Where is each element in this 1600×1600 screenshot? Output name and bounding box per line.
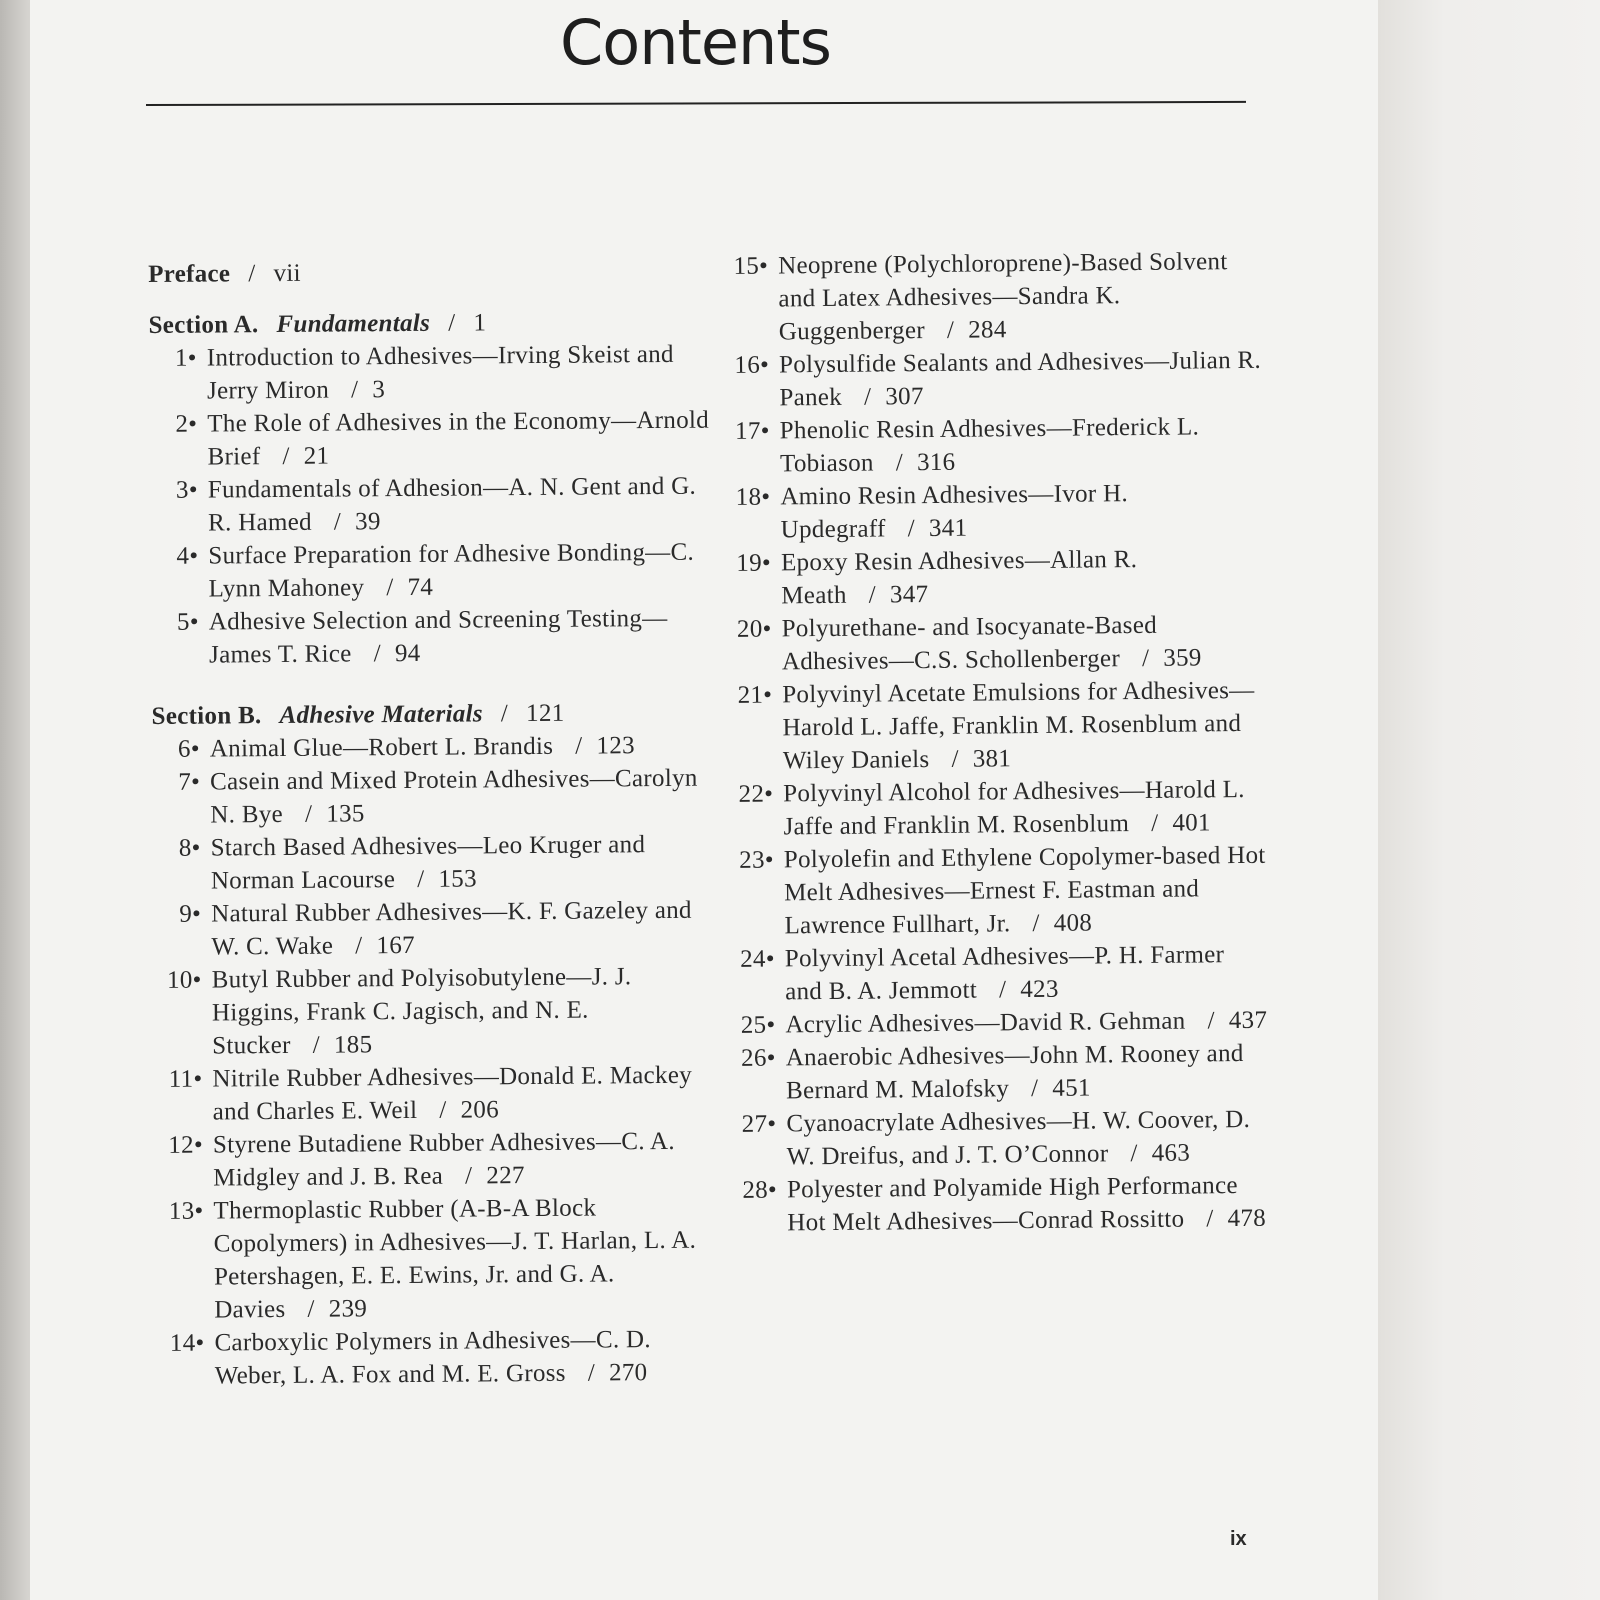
page-separator: / — [907, 515, 916, 543]
toc-entry — [153, 828, 714, 898]
toc-entry — [149, 404, 710, 474]
chapter-title: Carboxylic Polymers in Adhesives—C. D. Weber, L. A. Fox and M. E. Gross / 270 — [214, 1326, 652, 1390]
chapter-title: Polyolefin and Ethylene Copolymer-based Hot Melt Adhesives—Ernest F. Eastman and Lawrence Fullhart, Jr. / 408 — [783, 841, 1266, 940]
chapter-page: 239 — [328, 1295, 368, 1323]
chapter-title: Anaerobic Adhesives—John M. Rooney and Bernard M. Malofsky / 451 — [785, 1040, 1244, 1105]
section-b-entries-left — [152, 729, 717, 1393]
toc-entry — [154, 1059, 715, 1129]
page-separator: / — [282, 442, 290, 470]
chapter-title: Nitrile Rubber Adhesives—Donald E. Mackey and Charles E. Weil / 206 — [212, 1061, 693, 1126]
chapter-number: 27• — [741, 1110, 777, 1138]
page-separator: / — [312, 1031, 321, 1059]
page-separator: / — [868, 581, 877, 609]
chapter-number: 3• — [175, 476, 198, 504]
page-separator: / — [350, 376, 359, 404]
chapter-page: 316 — [916, 448, 956, 477]
chapter-title: Butyl Rubber and Polyisobutylene—J. J. Higgins, Frank C. Jagisch, and N. E. Stucker / 185 — [211, 963, 632, 1060]
chapter-title: Starch Based Adhesives—Leo Kruger and Norman Lacourse / 153 — [210, 831, 646, 895]
chapter-title: Polyurethane- and Isocyanate-Based Adhesives—C.S. Schollenberger / 359 — [781, 611, 1202, 676]
section-title: Adhesive Materials — [279, 700, 483, 729]
chapter-page: 227 — [486, 1162, 525, 1190]
chapter-page: 463 — [1151, 1139, 1191, 1167]
chapter-page: 185 — [333, 1031, 373, 1059]
chapter-title: Fundamentals of Adhesion—A. N. Gent and G. R. Hamed / 39 — [207, 472, 697, 537]
toc-entry — [721, 344, 1262, 415]
chapter-page: 270 — [608, 1359, 648, 1387]
chapter-page: 359 — [1163, 644, 1202, 672]
toc-entry — [153, 894, 714, 964]
page-separator: / — [946, 316, 955, 344]
page-separator: / — [1151, 809, 1159, 837]
section-heading-a: Section A. Fundamentals / 1 — [148, 309, 487, 339]
chapter-title: Polyester and Polyamide High Performance Hot Melt Adhesives—Conrad Rossitto / 478 — [786, 1172, 1267, 1237]
chapter-page: 347 — [889, 581, 929, 609]
chapter-page: 153 — [438, 865, 477, 893]
chapter-number: 24• — [740, 945, 775, 973]
page-separator: / — [373, 640, 382, 668]
toc-entry — [723, 542, 1264, 613]
chapter-title: Styrene Butadiene Rubber Adhesives—C. A. Midgley and J. B. Rea / 227 — [212, 1127, 676, 1192]
section-heading-b: Section B. Adhesive Materials / 121 — [151, 699, 565, 730]
page-separator: / — [863, 383, 872, 411]
chapter-number: 13• — [168, 1197, 204, 1225]
toc-entry — [726, 839, 1267, 943]
page-separator: / — [439, 1096, 447, 1124]
toc-entry — [729, 1169, 1270, 1240]
contents-column-left — [148, 254, 717, 1393]
chapter-number: 6• — [177, 735, 200, 763]
chapter-number: 21• — [737, 681, 773, 709]
chapter-title: The Role of Adhesives in the Economy—Arnold Brief / 21 — [207, 406, 710, 471]
toc-entry — [727, 1004, 1267, 1042]
chapter-number: 10• — [166, 966, 202, 994]
chapter-page: 39 — [355, 508, 381, 536]
section-label: Section B. — [151, 702, 262, 730]
toc-entry — [150, 536, 711, 606]
toc-entry — [723, 608, 1264, 679]
section-label: Section A. — [148, 311, 259, 339]
chapter-number: 11• — [168, 1065, 203, 1093]
toc-entry — [724, 674, 1265, 778]
chapter-number: 25• — [740, 1011, 776, 1039]
page-separator: / — [1206, 1205, 1214, 1233]
chapter-title: Thermoplastic Rubber (A-B-A Block Copolymers) in Adhesives—J. T. Harlan, L. A. Petershagen, E. E. Ewins, Jr. and G. A. Davies / 239 — [213, 1194, 697, 1324]
chapter-title: Neoprene (Polychloroprene)-Based Solvent and Latex Adhesives—Sandra K. Guggenberger / 284 — [778, 248, 1228, 346]
chapter-number: 5• — [176, 608, 199, 636]
chapter-number: 18• — [735, 483, 771, 511]
chapter-page: 284 — [968, 316, 1007, 344]
toc-entry — [154, 960, 715, 1063]
page-title: Contents — [560, 6, 831, 79]
chapter-number: 17• — [734, 417, 770, 445]
chapter-number: 14• — [169, 1329, 205, 1357]
toc-entry — [728, 1037, 1269, 1108]
chapter-title: Polyvinyl Acetate Emulsions for Adhesives—Harold L. Jaffe, Franklin M. Rosenblum and Wiley Daniels / 381 — [782, 676, 1255, 775]
toc-entry — [728, 1103, 1269, 1174]
chapter-number: 7• — [178, 768, 201, 796]
chapter-number: 4• — [176, 542, 199, 570]
toc-entry — [722, 476, 1263, 547]
chapter-number: 12• — [168, 1131, 204, 1159]
preface-page: vii — [273, 259, 301, 288]
section-b-entries-right — [720, 245, 1269, 1240]
chapter-number: 2• — [175, 410, 198, 438]
toc-entry — [725, 773, 1266, 844]
chapter-page: 381 — [972, 745, 1012, 773]
chapter-title: Amino Resin Adhesives—Ivor H. Updegraff / 341 — [780, 480, 1129, 544]
toc-entry — [156, 1323, 717, 1393]
chapter-page: 167 — [376, 931, 415, 960]
section-page: 1 — [473, 309, 487, 337]
chapter-number: 22• — [738, 780, 774, 808]
page-number: ix — [1230, 1528, 1247, 1550]
toc-entry — [727, 938, 1268, 1009]
chapter-number: 1• — [174, 344, 197, 372]
chapter-number: 15• — [733, 252, 769, 280]
page-separator: / — [951, 745, 959, 773]
chapter-title: Phenolic Resin Adhesives—Frederick L. Tobiason / 316 — [779, 413, 1200, 478]
chapter-title: Polysulfide Sealants and Adhesives—Julian R. Panek / 307 — [778, 346, 1262, 412]
toc-entry — [151, 602, 712, 672]
page-separator: / — [417, 865, 425, 893]
page-separator: / — [1030, 1074, 1039, 1103]
chapter-title: Cyanoacrylate Adhesives—H. W. Coover, D. W. Dreifus, and J. T. O’Connor / 463 — [786, 1105, 1251, 1171]
chapter-page: 423 — [1020, 975, 1059, 1004]
chapter-title: Animal Glue—Robert L. Brandis / 123 — [209, 732, 635, 763]
chapter-page: 451 — [1052, 1074, 1091, 1102]
chapter-page: 74 — [407, 573, 434, 601]
chapter-title: Epoxy Resin Adhesives—Allan R. Meath / 347 — [780, 546, 1138, 610]
chapter-number: 16• — [734, 351, 770, 379]
toc-entry — [152, 729, 712, 766]
preface-label: Preface — [148, 260, 231, 288]
chapter-number: 19• — [736, 549, 772, 577]
toc-entry — [155, 1125, 716, 1195]
section-title: Fundamentals — [276, 309, 431, 338]
toc-entry — [150, 470, 711, 540]
chapter-page: 206 — [460, 1096, 500, 1124]
page-separator: / — [1141, 644, 1150, 672]
section-page: 121 — [525, 699, 565, 728]
chapter-page: 3 — [372, 376, 386, 404]
preface-entry: Preface / vii — [148, 259, 301, 288]
page-separator: / — [355, 932, 363, 960]
chapter-page: 401 — [1172, 809, 1211, 837]
chapter-page: 94 — [394, 639, 421, 668]
page-separator: / — [587, 1359, 596, 1387]
chapter-title: Casein and Mixed Protein Adhesives—Carolyn N. Bye / 135 — [210, 764, 698, 829]
chapter-title: Adhesive Selection and Screening Testing—James T. Rice / 94 — [208, 604, 668, 669]
chapter-title: Natural Rubber Adhesives—K. F. Gazeley and W. C. Wake / 167 — [211, 896, 692, 961]
chapter-number: 9• — [179, 900, 202, 928]
chapter-page: 408 — [1053, 909, 1093, 937]
page-separator: / — [465, 1162, 473, 1190]
chapter-number: 26• — [740, 1044, 776, 1072]
chapter-title: Polyvinyl Acetal Adhesives—P. H. Farmer and B. A. Jemmott / 423 — [784, 941, 1225, 1006]
chapter-page: 123 — [596, 732, 635, 760]
section-a-entries — [149, 338, 712, 672]
page-separator: / — [895, 449, 904, 477]
chapter-title: Acrylic Adhesives—David R. Gehman / 437 — [785, 1006, 1268, 1039]
toc-entry — [722, 410, 1263, 481]
toc-entry — [149, 338, 710, 408]
chapter-page: 341 — [928, 514, 968, 543]
page-separator: / — [333, 508, 342, 536]
page-separator: / — [307, 1295, 315, 1323]
page-separator: / — [1207, 1007, 1215, 1035]
chapter-title: Polyvinyl Alcohol for Adhesives—Harold L. Jaffe and Franklin M. Rosenblum / 401 — [783, 775, 1245, 841]
chapter-page: 437 — [1228, 1006, 1268, 1035]
chapter-page: 21 — [303, 442, 330, 470]
chapter-number: 8• — [178, 834, 201, 862]
chapter-number: 20• — [736, 615, 772, 643]
toc-entry — [152, 762, 713, 832]
toc-entry — [155, 1191, 716, 1327]
chapter-title: Introduction to Adhesives—Irving Skeist and Jerry Miron / 3 — [206, 340, 674, 405]
contents-column-right — [720, 245, 1269, 1240]
chapter-number: 23• — [739, 846, 774, 874]
page-separator: / — [998, 976, 1007, 1004]
chapter-number: 28• — [742, 1176, 778, 1204]
page-separator: / — [1130, 1140, 1138, 1168]
chapter-page: 478 — [1227, 1204, 1267, 1233]
chapter-page: 135 — [326, 800, 365, 828]
page-edge — [1378, 0, 1600, 1600]
page-separator: / — [304, 800, 313, 828]
page-separator: / — [575, 732, 583, 760]
page-separator: / — [386, 574, 394, 602]
chapter-page: 307 — [885, 383, 924, 411]
toc-entry — [720, 245, 1261, 349]
chapter-title: Surface Preparation for Adhesive Bonding—C. Lynn Mahoney / 74 — [208, 538, 695, 603]
page-separator: / — [1032, 909, 1040, 938]
